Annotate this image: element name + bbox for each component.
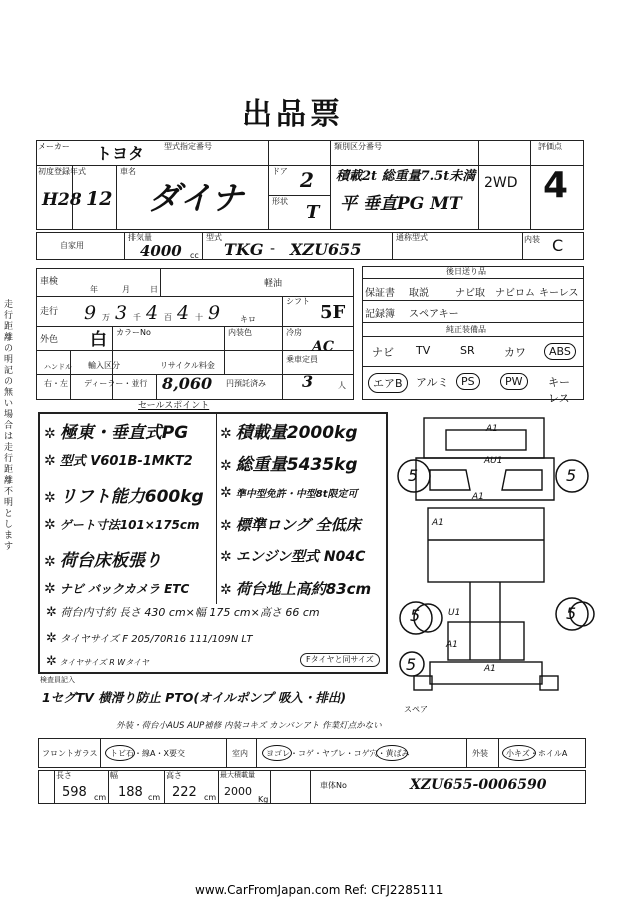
star-icon: ✲: [44, 453, 56, 469]
name-label: 車名: [120, 167, 136, 176]
sales-text: ナビ バックカメラ ETC: [59, 582, 190, 596]
equip-item: SR: [460, 344, 475, 357]
front-glass-label: フロントガラス: [42, 749, 98, 758]
sales-text: 準中型免許・中型8t限定可: [235, 489, 358, 500]
sales-text: エンジン型式 N04C: [235, 549, 366, 565]
int-color-label: 内装色: [228, 328, 252, 337]
interior-value: C: [552, 236, 564, 255]
shift-value: 5F: [320, 302, 346, 323]
damage-mark: U1: [448, 608, 461, 618]
sales-text: リフト能力600kg: [59, 487, 204, 507]
tire-mark: 5: [566, 466, 577, 485]
star-icon: ✲: [44, 581, 56, 597]
len-value: 598: [62, 785, 87, 800]
later-label: 後日送り品: [446, 267, 486, 276]
model-dash: -: [270, 241, 276, 257]
first-reg-label: 初度登録年式: [38, 167, 86, 176]
damage-mark: A1: [472, 492, 484, 502]
ext-color-label: 外色: [40, 335, 59, 345]
tire-mark: 5: [408, 466, 419, 485]
later-item: スペアキー: [409, 309, 459, 320]
star-icon: ✲: [44, 517, 56, 533]
star-icon: ✲: [220, 458, 232, 474]
sales-text: ゲート寸法101×175cm: [59, 518, 200, 532]
damage-mark: A1: [484, 664, 496, 674]
later-item: 保証書: [365, 288, 395, 299]
mileage-unit: 十: [195, 313, 203, 322]
km-unit: キロ: [240, 315, 256, 324]
star-icon: ✲: [220, 582, 232, 598]
front-glass-value: トビ石・線A・X要交: [110, 749, 185, 758]
mileage-label: 走行: [40, 307, 59, 317]
sales-text: 積載量2000kg: [235, 423, 358, 443]
body-no: XZU655-0006590: [410, 777, 547, 793]
left-notice: 走行距離の明記の無い場合は走行距離不明とします: [4, 300, 14, 552]
hgt-label: 高さ: [166, 771, 182, 780]
later-item: 記録簿: [365, 309, 395, 320]
door-value: 2: [300, 168, 314, 192]
car-name: ダイナ: [148, 179, 244, 217]
shape-label: 形状: [272, 197, 288, 206]
model-b: XZU655: [290, 240, 362, 259]
footer-watermark: www.CarFromJapan.com Ref: CFJ2285111: [195, 883, 444, 897]
inspection-label: 車検: [40, 277, 59, 287]
maker-value: トヨタ: [96, 144, 145, 163]
ac-value: AC: [312, 339, 335, 355]
sales-text: 型式 V601B-1MKT2: [59, 454, 193, 469]
disp-value: 4000: [140, 242, 182, 260]
notes-line1: 1セグTV 横滑り防止 PTO(オイルポンプ 吸入・排出): [42, 690, 347, 705]
page-title: 出品票: [242, 97, 344, 132]
reg-year: H28: [42, 190, 82, 210]
star-icon: ✲: [220, 485, 232, 501]
tire-mark: 5: [406, 655, 417, 674]
maker-label: メーカー: [38, 142, 70, 151]
equip-item: ナビ: [372, 346, 394, 359]
tire-front: ✲ タイヤサイズ F 205/70R16 111/109N LT: [46, 631, 253, 646]
mileage-digit: 9: [84, 302, 97, 324]
common-label: 通称型式: [396, 233, 428, 242]
recycle-unit: 円預託済み: [226, 379, 266, 388]
len-unit: cm: [94, 793, 107, 802]
tire-rear-note: Fタイヤと同サイズ: [300, 653, 380, 667]
drive-type: 2WD: [484, 175, 518, 191]
ext-value: 小キズ・ホイルA: [506, 749, 568, 758]
room-label: 室内: [232, 749, 248, 758]
wid-value: 188: [118, 785, 143, 800]
sales-text: 極東・垂直式PG: [59, 423, 189, 443]
fuel-value: 軽油: [264, 279, 283, 289]
equip-item: エアB: [368, 373, 408, 393]
equip-label: 純正装備品: [446, 325, 486, 334]
star-icon: ✲: [44, 490, 56, 506]
mileage-unit: 百: [164, 313, 172, 322]
star-icon: ✲: [44, 426, 56, 442]
mileage-digit: 4: [177, 302, 190, 324]
damage-mark: A1: [486, 424, 498, 434]
hgt-unit: cm: [204, 793, 217, 802]
recycle-value: 8,060: [162, 374, 213, 393]
shape-value: T: [306, 202, 320, 223]
damage-mark: A1: [432, 518, 444, 528]
year-unit: 年: [90, 285, 98, 294]
interior-label: 内装: [524, 235, 540, 244]
mileage-digit: 4: [146, 302, 159, 324]
star-icon: ✲: [220, 518, 232, 534]
mileage-unit: 万: [102, 313, 110, 322]
tire-mark: 5: [410, 606, 421, 625]
color-no-label: カラーNo: [116, 328, 151, 337]
sales-text: 総重量5435kg: [235, 455, 358, 475]
wid-label: 幅: [110, 771, 118, 780]
import-label: 輸入区分: [88, 361, 120, 370]
cc-unit: cc: [190, 251, 199, 260]
load-value: 2000: [224, 785, 252, 798]
seats-label: 乗車定員: [286, 355, 318, 364]
later-item: 取説: [409, 288, 429, 299]
equip-item: キーレス: [548, 376, 570, 405]
day-unit: 日: [150, 285, 158, 294]
notes-line2: 外装・荷台小AUS AUP補修 内装コキズ カンバンアト 作業灯点かない: [116, 721, 382, 731]
shift-label: シフト: [286, 297, 310, 306]
damage-mark: AU1: [484, 456, 503, 466]
equip-item: PS: [456, 373, 480, 390]
use-value: 自家用: [60, 241, 84, 250]
star-icon: ✲: [220, 549, 232, 565]
load-unit: Kg: [258, 795, 269, 804]
reg-month: 12: [86, 188, 113, 210]
equip-item: PW: [500, 373, 528, 390]
sales-text: 荷台地上高約83cm: [235, 580, 372, 598]
equip-item: カワ: [504, 346, 526, 359]
mileage-unit: 千: [133, 313, 141, 322]
sales-text: 標準ロング 全低床: [235, 516, 361, 534]
model-label: 型式: [206, 233, 222, 242]
seats-unit: 人: [338, 381, 346, 390]
grade-value: 4: [543, 165, 569, 206]
ac-label: 冷房: [286, 328, 302, 337]
hgt-value: 222: [172, 785, 197, 800]
type-label: 型式指定番号: [164, 142, 212, 151]
later-item: ナビ取: [455, 288, 485, 299]
ext-label: 外装: [472, 749, 488, 758]
equip-item: ABS: [544, 343, 576, 360]
len-label: 長さ: [56, 771, 72, 780]
recycle-label: リサイクル料金: [160, 361, 215, 370]
import-value: ディーラー・並行: [84, 379, 148, 388]
later-item: ナビロム: [495, 288, 535, 299]
disp-label: 排気量: [128, 233, 152, 242]
sales-text: 荷台床板張り: [59, 551, 162, 571]
month-unit: 月: [122, 285, 130, 294]
handle-label: ハンドル: [44, 363, 72, 371]
handle-value: 右・左: [44, 379, 68, 388]
room-value: ヨゴレ・コゲ・ヤブレ・コゲ穴・黄ばみ: [266, 749, 410, 758]
load-label: 最大積載量: [220, 771, 255, 779]
equip-item: TV: [416, 344, 431, 357]
bed-dims: ✲ 荷台内寸約 長さ 430 cm×幅 175 cm×高さ 66 cm: [46, 605, 320, 620]
sales-label: セールスポイント: [138, 401, 210, 411]
spare-label: スペア: [404, 705, 428, 714]
star-icon: ✲: [220, 426, 232, 442]
later-item: キーレス: [539, 288, 579, 299]
load-note: 積載2t 総重量7.5t未満: [336, 169, 476, 184]
ext-color: 白: [90, 330, 107, 350]
body-no-label: 車体No: [320, 781, 347, 790]
inspector-label: 検査員記入: [40, 676, 75, 684]
tire-mark: 5: [566, 604, 577, 623]
seats-value: 3: [302, 372, 314, 391]
grade-label: 評価点: [538, 142, 562, 151]
door-label: ドア: [272, 167, 288, 176]
star-icon: ✲: [44, 554, 56, 570]
mileage-digit: 9: [208, 302, 221, 324]
body-desc: 平 垂直PG MT: [340, 194, 462, 214]
wid-unit: cm: [148, 793, 161, 802]
mileage-digit: 3: [115, 302, 128, 324]
class-label: 類別区分番号: [334, 142, 382, 151]
model-a: TKG: [224, 240, 264, 259]
tire-rear: ✲ タイヤサイズ R Wタイヤ: [46, 654, 150, 669]
equip-item: アルミ: [416, 376, 449, 389]
damage-mark: A1: [446, 640, 458, 650]
